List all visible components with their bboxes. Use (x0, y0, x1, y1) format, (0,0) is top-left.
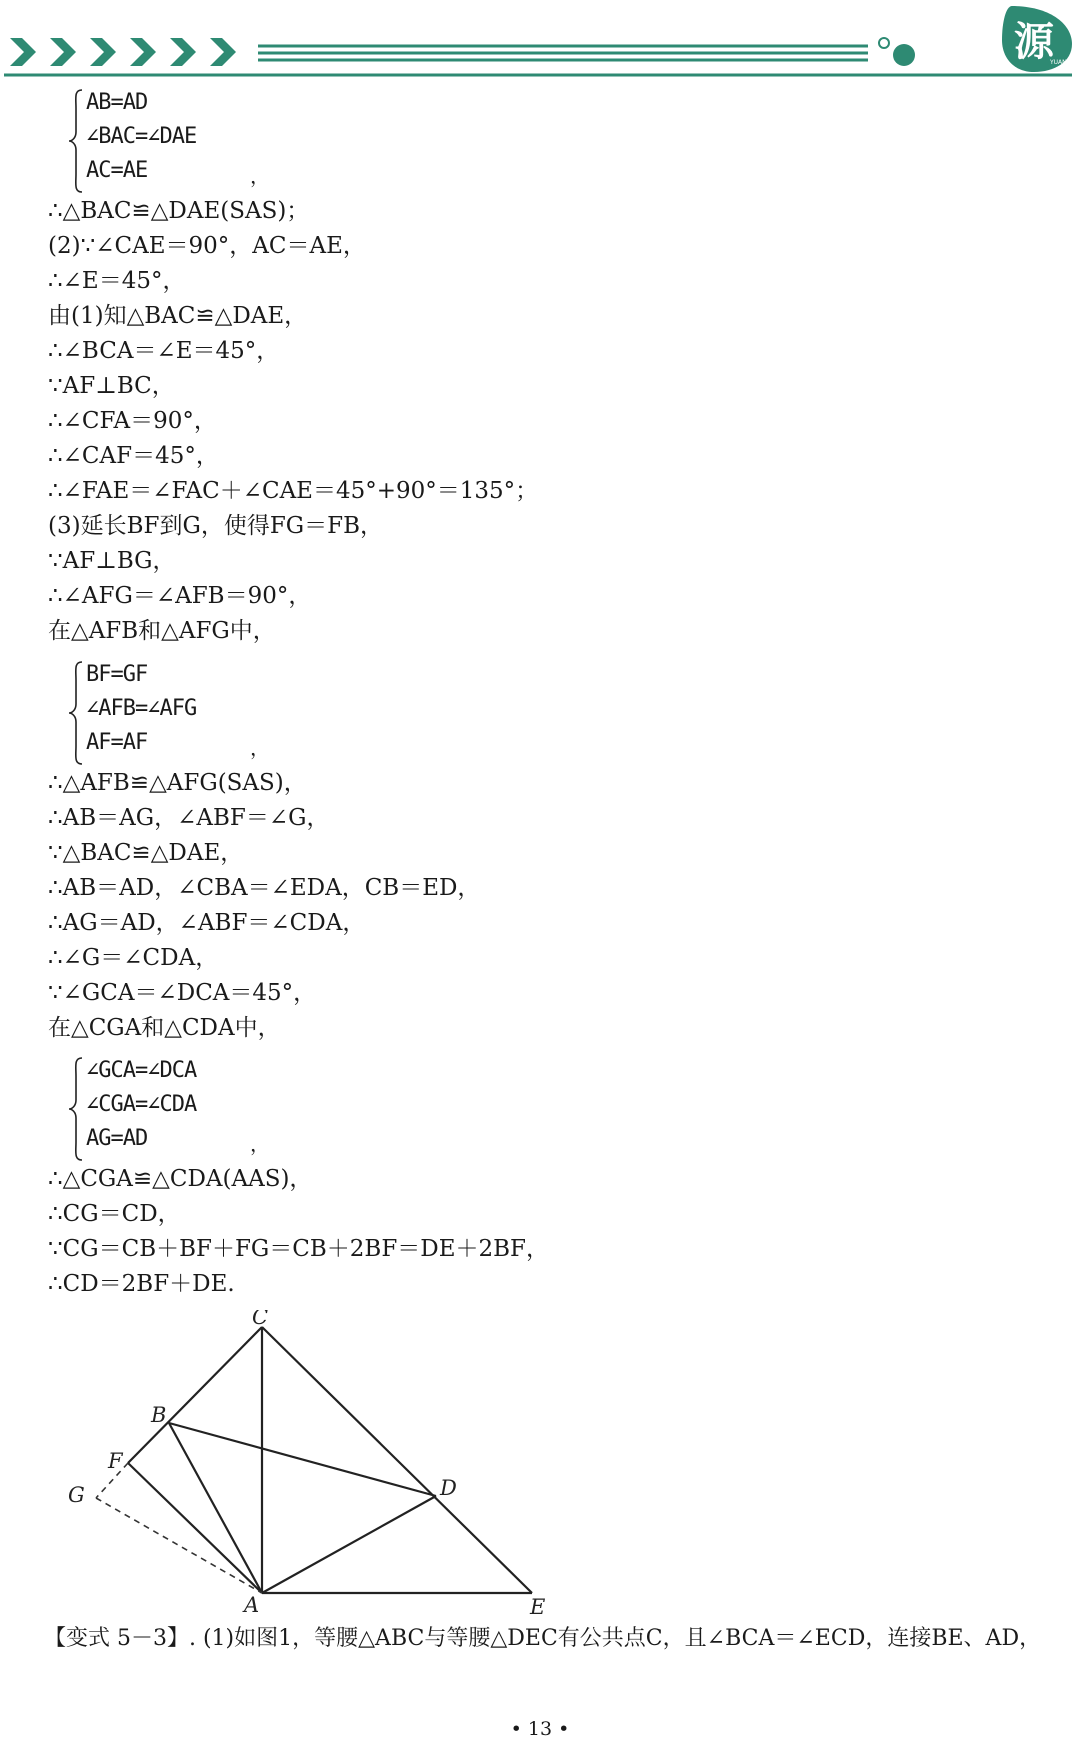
left-brace-icon (68, 660, 84, 766)
triangle-diagram (56, 1310, 576, 1620)
proof-line: ∴CG＝CD， (48, 1201, 181, 1227)
left-brace-icon (68, 1056, 84, 1162)
system-row: ∠GCA=∠DCA (86, 1058, 197, 1083)
system-row: ∠BAC=∠DAE (86, 124, 197, 149)
proof-line: ∴∠E＝45°， (48, 268, 186, 294)
large-dot (893, 44, 915, 66)
system-row: AB=AD (86, 90, 148, 115)
label-a: A (244, 1593, 260, 1617)
proof-line: ∴∠CAF＝45°， (48, 443, 219, 469)
proof-line: ∵AF⊥BC， (48, 373, 175, 399)
proof-line: ∵AF⊥BG， (48, 548, 176, 574)
proof-line: ∵CG＝CB＋BF＋FG＝CB＋2BF＝DE＋2BF， (48, 1236, 550, 1262)
geometry-figure (56, 1310, 576, 1620)
label-g: G (68, 1483, 85, 1507)
proof-line: ∵△BAC≌△DAE， (48, 840, 244, 866)
system-row: AF=AF (86, 730, 148, 755)
header-banner (0, 0, 1080, 90)
page-header (0, 0, 1080, 90)
label-d: D (440, 1476, 457, 1500)
proof-line: 在△AFB和△AFG中， (48, 618, 276, 644)
label-b: B (151, 1403, 167, 1427)
label-c: C (252, 1310, 269, 1329)
proof-line: ∴CD＝2BF＋DE. (48, 1271, 235, 1297)
system-tail: ， (250, 1132, 270, 1156)
proof-line: 由(1)知△BAC≌△DAE， (48, 303, 308, 329)
chevron-arrows-icon (10, 38, 236, 66)
proof-line: (3)延长BF到G，使得FG＝FB， (48, 513, 384, 539)
system-row: AC=AE (86, 158, 148, 183)
small-ring-dot (879, 38, 889, 48)
page-number: • 13 • (510, 1718, 570, 1740)
proof-line: ∴△AFB≌△AFG(SAS)， (48, 770, 307, 796)
variant-problem: 【变式 5－3】. (1)如图1，等腰△ABC与等腰△DEC有公共点C，且∠BCA＝∠ECD，连接BE、AD， (44, 1626, 1042, 1651)
logo-sub: YUAN (1050, 59, 1067, 66)
system-row: BF=GF (86, 662, 148, 687)
label-e: E (530, 1595, 546, 1619)
system-row: ∠CGA=∠CDA (86, 1092, 197, 1117)
logo-badge (1002, 6, 1072, 72)
proof-line: ∴△CGA≌△CDA(AAS)， (48, 1166, 313, 1192)
system-row: ∠AFB=∠AFG (86, 696, 197, 721)
system-tail: ， (250, 164, 270, 188)
proof-line: ∴∠G＝∠CDA， (48, 945, 219, 971)
proof-line: ∴∠BCA＝∠E＝45°， (48, 338, 280, 364)
proof-line: (2)∵∠CAE＝90°，AC＝AE， (48, 233, 366, 259)
logo-char: 源 (1014, 19, 1054, 65)
system-row: AG=AD (86, 1126, 148, 1151)
proof-line: ∴△BAC≌△DAE(SAS)； (48, 198, 310, 224)
proof-line: ∴∠FAE＝∠FAC＋∠CAE＝45°+90°＝135°； (48, 478, 539, 504)
proof-line: ∴AB＝AD，∠CBA＝∠EDA，CB＝ED， (48, 875, 481, 901)
proof-line: 在△CGA和△CDA中， (48, 1015, 281, 1041)
proof-line: ∴∠AFG＝∠AFB＝90°， (48, 583, 312, 609)
left-brace-icon (68, 88, 84, 194)
proof-line: ∴AB＝AG，∠ABF＝∠G， (48, 805, 330, 831)
proof-line: ∴AG＝AD，∠ABF＝∠CDA， (48, 910, 366, 936)
label-f: F (108, 1449, 123, 1473)
proof-line: ∴∠CFA＝90°， (48, 408, 217, 434)
proof-line: ∵∠GCA＝∠DCA＝45°， (48, 980, 317, 1006)
system-tail: ， (250, 736, 270, 760)
